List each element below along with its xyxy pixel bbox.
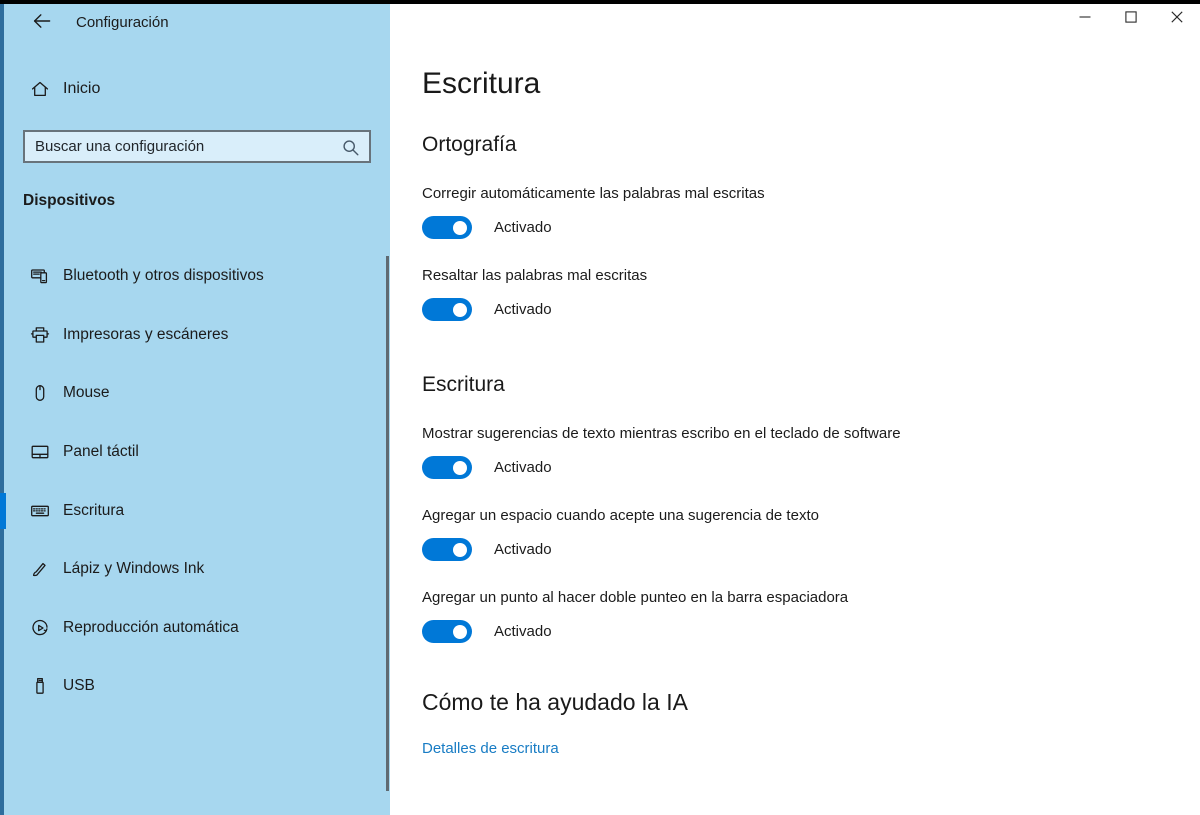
setting (422, 265, 1200, 321)
minimize-button[interactable] (1062, 4, 1108, 34)
search-input[interactable] (25, 132, 369, 161)
toggle-state-label: Activado (494, 541, 552, 558)
toggle-knob (453, 303, 467, 317)
settings-group (422, 689, 1200, 758)
toggle-row (422, 456, 1200, 479)
setting (422, 587, 1200, 643)
autoplay-icon (30, 618, 50, 638)
section-title: Cómo te ha ayudado la IA (422, 689, 688, 715)
sidebar-section-title: Dispositivos (23, 192, 116, 209)
settings-groups (422, 133, 1200, 758)
sidebar-item-home[interactable] (30, 79, 100, 99)
setting (422, 423, 1200, 479)
search-box (23, 130, 371, 163)
page-title: Escritura (422, 67, 541, 100)
close-button[interactable] (1154, 4, 1200, 34)
toggle-state-label: Activado (494, 219, 552, 236)
window-title: Configuración (76, 14, 169, 31)
toggle-switch[interactable] (422, 620, 472, 643)
sidebar-item-label: Escritura (63, 501, 125, 519)
toggle-switch[interactable] (422, 298, 472, 321)
setting (422, 505, 1200, 561)
sidebar-item-impresoras-y-esc-neres[interactable] (0, 306, 390, 365)
sidebar-nav (0, 247, 390, 716)
sidebar-item-label: Lápiz y Windows Ink (63, 560, 205, 578)
toggle-knob (453, 625, 467, 639)
usb-icon (30, 676, 50, 696)
close-icon (1171, 10, 1183, 28)
toggle-knob (453, 221, 467, 235)
window-top-border (0, 0, 1200, 4)
home-label: Inicio (63, 80, 101, 97)
sidebar-item-mouse[interactable] (0, 364, 390, 423)
home-icon (30, 79, 50, 99)
sidebar-item-label: Mouse (63, 384, 110, 402)
pen-icon (30, 559, 50, 579)
toggle-state-label: Activado (494, 623, 552, 640)
devices-icon (30, 266, 50, 286)
content-pane (390, 0, 1200, 815)
sidebar-item-reproducci-n-autom-tica[interactable] (0, 599, 390, 658)
section-title: Escritura (422, 373, 505, 396)
toggle-row (422, 216, 1200, 239)
section-title: Ortografía (422, 133, 517, 156)
toggle-knob (453, 543, 467, 557)
details-link[interactable]: Detalles de escritura (422, 740, 559, 757)
sidebar-item-label: USB (63, 677, 95, 695)
touchpad-icon (30, 442, 50, 462)
printer-icon (30, 325, 50, 345)
toggle-switch[interactable] (422, 456, 472, 479)
sidebar-item-bluetooth-y-otros-dispositivos[interactable] (0, 247, 390, 306)
sidebar-item-l-piz-y-windows-ink[interactable] (0, 540, 390, 599)
sidebar-item-label: Reproducción automática (63, 618, 239, 636)
sidebar-item-label: Impresoras y escáneres (63, 325, 229, 343)
sidebar-item-usb[interactable] (0, 657, 390, 716)
setting-label: Resaltar las palabras mal escritas (422, 267, 648, 284)
toggle-row (422, 620, 1200, 643)
sidebar-scrollbar[interactable] (386, 256, 389, 791)
toggle-switch[interactable] (422, 538, 472, 561)
settings-group (422, 373, 1200, 643)
toggle-switch[interactable] (422, 216, 472, 239)
toggle-row (422, 538, 1200, 561)
minimize-icon (1079, 10, 1091, 28)
setting (422, 183, 1200, 239)
setting-label: Corregir automáticamente las palabras mal escritas (422, 185, 765, 202)
window-controls (1062, 4, 1200, 34)
setting-label: Agregar un espacio cuando acepte una sugerencia de texto (422, 507, 819, 524)
sidebar (0, 0, 390, 815)
sidebar-item-label: Panel táctil (63, 443, 139, 461)
toggle-row (422, 298, 1200, 321)
keyboard-icon (30, 501, 50, 521)
toggle-knob (453, 461, 467, 475)
sidebar-item-panel-t-ctil[interactable] (0, 423, 390, 482)
toggle-state-label: Activado (494, 301, 552, 318)
toggle-state-label: Activado (494, 459, 552, 476)
setting-label: Agregar un punto al hacer doble punteo en la barra espaciadora (422, 589, 849, 606)
maximize-button[interactable] (1108, 4, 1154, 34)
sidebar-item-label: Bluetooth y otros dispositivos (63, 267, 264, 285)
back-arrow-icon (32, 11, 52, 31)
maximize-icon (1125, 10, 1137, 28)
mouse-icon (30, 383, 50, 403)
sidebar-item-escritura[interactable] (0, 481, 390, 540)
search-icon[interactable] (341, 138, 361, 158)
settings-group (422, 133, 1200, 321)
setting-label: Mostrar sugerencias de texto mientras escribo en el teclado de software (422, 425, 901, 442)
back-button[interactable] (32, 11, 52, 31)
